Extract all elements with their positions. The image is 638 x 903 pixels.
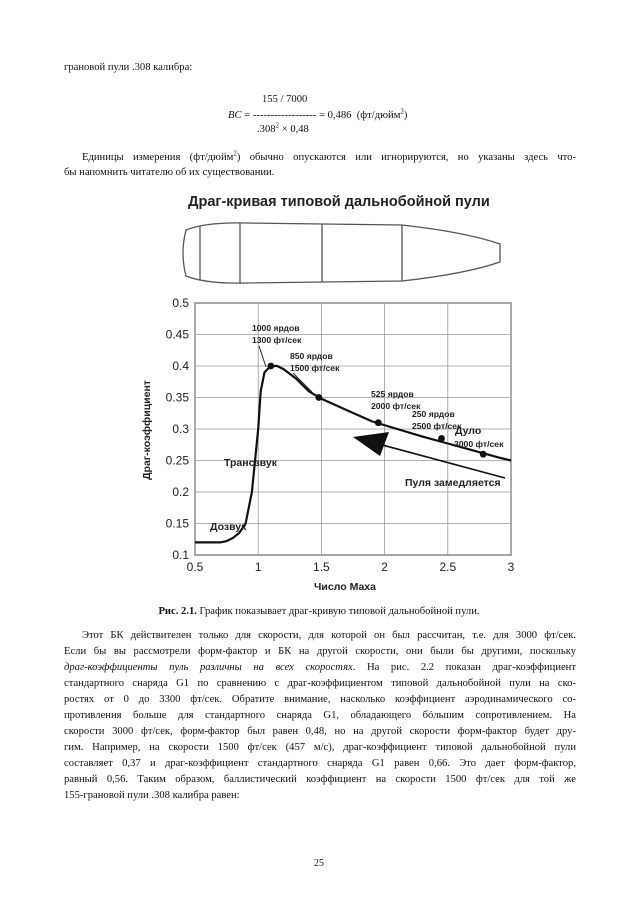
anno-transonic: Трансзвук (224, 457, 277, 469)
anno-muzzle: Дуло (455, 425, 482, 437)
y-tick-label: 0.35 (165, 390, 189, 405)
leader-1000 (259, 346, 266, 367)
formula-lhs: BC (228, 110, 242, 121)
anno-2500-fps: 2500 фт/сек (412, 421, 462, 431)
anno-1500-fps: 1500 фт/сек (290, 363, 340, 373)
page-number: 25 (314, 858, 324, 869)
para1-line1-b: ) обычно опускаются или игнорируются, но указаны здесь что- (236, 152, 576, 163)
y-tick-label: 0.3 (172, 422, 189, 436)
x-tick-label: 1 (254, 560, 262, 574)
anno-250-yards: 250 ярдов (412, 409, 455, 419)
intro-line: грановой пули .308 калибра: (64, 62, 193, 73)
para2-line2: Если бы вы рассмотрели форм-фактор и БК на другой скорости, они были бы другими, поскольку (64, 646, 576, 657)
bullet-illustration (183, 223, 500, 283)
formula-eq2: = (316, 110, 328, 121)
para2-line7: скорости 3000 фт/сек, форм-фактор был равен 0,48, но на другой скорости форм-фактор будет дру- (64, 726, 576, 737)
para2-line3-rest: . На рис. 2.2 показан драг-коэффициент (352, 662, 576, 673)
para2-line3-italic: драг-коэффициенты пуль различны на всех скоростях (64, 662, 353, 673)
x-tick-label: 3 (507, 560, 515, 574)
y-tick-label: 0.5 (172, 296, 189, 310)
para2-line5: ростях от 0 до 3300 фт/сек. Обратите внимание, насколько коэффициент аэродинамического со- (64, 694, 576, 705)
caption-label: Рис. 2.1. (158, 606, 197, 617)
slowing-arrow-head (353, 432, 389, 456)
y-axis-label: Драг-коэффициент (141, 380, 153, 480)
formula-result: 0,486 (327, 110, 352, 121)
formula-numerator: 155 / 7000 (262, 94, 308, 105)
curve-marker (375, 419, 382, 426)
formula-denom-base: .308 (257, 124, 276, 135)
annotations (210, 323, 504, 533)
x-tick-label: 2.5 (439, 560, 457, 574)
drag-curve-line (195, 366, 511, 542)
bullet-outline (183, 223, 500, 283)
curve-marker (480, 451, 487, 458)
curve-marker (438, 435, 445, 442)
y-tick-label: 0.4 (172, 359, 189, 373)
formula-dashes: ------------------ (252, 110, 317, 121)
para2-line11: 155-грановой пули .308 калибра равен: (64, 790, 240, 801)
formula-units-prefix: (фт/дюйм (356, 110, 401, 121)
y-tick-label: 0.1 (172, 548, 189, 562)
formula-units-suffix: ) (403, 110, 408, 121)
curve-marker (267, 363, 274, 370)
para2-line9: составляет 0,37 и драг-коэффициент стандартного снаряда G1 равен 0,66. Это дает форм-фактор, (64, 758, 576, 769)
caption-text: График показывает драг-кривую типовой дальнобойной пули. (196, 606, 480, 617)
para2-line3 (64, 661, 576, 675)
anno-2000-fps: 2000 фт/сек (371, 401, 421, 411)
anno-1300-fps: 1300 фт/сек (252, 335, 302, 345)
formula-eq1: = (241, 110, 253, 121)
formula-denom-exp: 2 (275, 121, 280, 130)
para2-line1: Этот БК действителен только для скорости, для которой он был рассчитан, т.е. для 3000 фт/сек. (82, 630, 576, 641)
x-tick-label: 1.5 (313, 560, 330, 574)
para1-line1-a: Единицы измерения (фт/дюйм (82, 152, 234, 163)
curve-marker (315, 394, 322, 401)
x-tick-label: 0.5 (186, 560, 204, 574)
y-tick-label: 0.2 (172, 485, 189, 499)
y-tick-label: 0.15 (165, 516, 189, 531)
para2-line10: равный 0,56. Таким образом, баллистический коэффициент на скорости 1500 фт/сек для той же (64, 774, 576, 785)
anno-3000-fps: 3000 фт/сек (454, 439, 504, 449)
anno-1000-yards: 1000 ярдов (252, 323, 300, 333)
leader-850 (293, 373, 312, 392)
anno-525-yards: 525 ярдов (371, 389, 414, 399)
anno-850-yards: 850 ярдов (290, 351, 333, 361)
figure-caption (0, 606, 638, 617)
formula-denom-rest: × 0,48 (279, 124, 309, 135)
x-tick-labels (187, 560, 515, 574)
chart-title: Драг-кривая типовой дальнобойной пули (188, 194, 490, 210)
x-axis-label: Число Маха (314, 581, 376, 593)
anno-slowing: Пуля замедляется (405, 477, 501, 489)
para2-line6: противления больше для стандартного снаряда G1, обладающего бóльшим сопротивлением. На (64, 710, 576, 721)
y-tick-label: 0.45 (165, 327, 189, 342)
para1-line2: бы напомнить читателю об их существовании. (64, 167, 275, 178)
anno-subsonic: Дозвук (210, 521, 247, 533)
y-tick-labels (166, 296, 190, 562)
formula-units-exp: 2 (400, 107, 404, 116)
para1-line1-exp: 2 (233, 149, 237, 158)
para2-line4: стандартного снаряда G1 по сравнению с драг-коэффициентом типовой дальнобойной пули на ско- (64, 678, 576, 689)
para2-line8: гим. Например, на скорости 1500 фт/сек (457 м/с), драг-коэффициент типовой дальнобойной пули (64, 742, 576, 753)
x-tick-label: 2 (381, 560, 388, 574)
y-tick-label: 0.25 (165, 453, 189, 468)
